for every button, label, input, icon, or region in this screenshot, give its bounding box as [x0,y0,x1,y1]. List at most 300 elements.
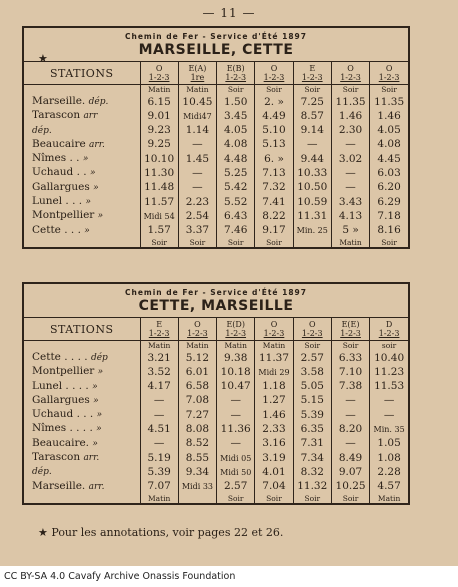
station-label: Lunel . . . [32,195,83,208]
time-of-day-row [24,341,408,352]
station-label: Marseille. [32,95,86,107]
time-cell: 3.16 [255,437,293,451]
time-cell: 7.25 [293,95,331,109]
table-row [24,451,408,465]
time-cell: 7.04 [255,480,293,494]
time-cell: 6.01 [178,365,216,379]
time-cell: 6.20 [370,181,408,195]
time-cell: 4.48 [217,152,255,166]
time-cell: 9.34 [178,465,216,479]
station-suffix: dép. [32,125,52,136]
time-of-day-label: Soir [331,341,369,352]
train-classes: 1-2-3 [263,329,285,338]
station-label: Montpellier [32,209,95,222]
time-cell: 5.39 [293,408,331,422]
time-cell: 2.23 [178,195,216,209]
time-cell: 2.57 [217,480,255,494]
time-cell: 2.54 [178,209,216,223]
table-title: CETTE, MARSEILLE [138,298,294,314]
stations-header: STATIONS [24,62,140,85]
station-name [24,480,140,494]
table-subtitle: Chemin de Fer - Service d'Été 1897 [124,288,307,297]
time-cell: 8.49 [331,451,369,465]
train-column-header [293,62,331,85]
station-name [24,95,140,109]
schedule-table [24,318,408,503]
time-cell: 7.07 [140,480,178,494]
time-cell: 1.46 [370,109,408,123]
table-title: MARSEILLE, CETTE [138,42,294,58]
time-cell: 5.19 [140,451,178,465]
time-cell: 3.52 [140,365,178,379]
time-cell: 4.51 [140,422,178,436]
time-cell: 10.10 [140,152,178,166]
time-cell: 1.45 [178,152,216,166]
time-cell: 8.22 [255,209,293,223]
star-icon: ★ [38,52,48,65]
time-cell: 1.46 [331,109,369,123]
station-label: Beaucaire. [32,436,90,449]
train-classes: 1re [190,73,205,82]
time-cell: 3.58 [293,365,331,379]
time-cell: 5.42 [217,181,255,195]
time-cell: 7.27 [178,408,216,422]
time-cell: — [331,166,369,180]
footer-row [24,238,408,247]
train-column-header [293,318,331,341]
station-name [24,351,140,365]
train-column-header [370,62,408,85]
train-column-header [140,318,178,341]
time-cell: — [217,408,255,422]
time-cell: 6.29 [370,195,408,209]
train-code: E [309,64,316,73]
station-suffix: » [96,424,102,435]
train-code: O [270,320,278,329]
time-cell: 9.17 [255,224,293,238]
station-name [24,195,140,209]
station-name [24,437,140,451]
table-row [24,380,408,394]
time-of-day-footer: Soir [331,494,369,503]
time-cell: 2.30 [331,124,369,138]
time-cell: Min. 35 [370,422,408,436]
table-row [24,437,408,451]
time-cell: 11.48 [140,181,178,195]
time-cell: 4.17 [140,380,178,394]
train-code: O [347,64,354,73]
train-code: D [385,320,393,329]
table-row [24,351,408,365]
time-cell: 4.08 [370,138,408,152]
time-cell: — [370,408,408,422]
time-cell: — [140,394,178,408]
station-suffix: » [92,381,98,392]
time-of-day-footer: Soir [255,494,293,503]
station-name [24,152,140,166]
time-cell: 1.18 [255,380,293,394]
train-column-header [140,62,178,85]
train-classes: 1-2-3 [378,329,400,338]
time-cell: 7.08 [178,394,216,408]
table-row [24,365,408,379]
time-cell: 1.27 [255,394,293,408]
train-code: O [385,64,393,73]
station-label: Montpellier [32,365,95,378]
station-name [24,380,140,394]
time-of-day-footer: Matin [140,494,178,503]
time-cell: 8.57 [293,109,331,123]
time-cell: 1.46 [255,408,293,422]
time-cell: 5.13 [255,138,293,152]
time-cell: 9.01 [140,109,178,123]
time-cell: 5.25 [217,166,255,180]
time-cell: 8.16 [370,224,408,238]
time-cell: 11.32 [293,480,331,494]
time-cell: 8.52 [178,437,216,451]
time-cell: 7.38 [331,380,369,394]
time-cell: 4.45 [370,152,408,166]
time-cell: 4.49 [255,109,293,123]
schedule-table [24,62,408,247]
time-cell: 6.43 [217,209,255,223]
station-label: Marseille. [32,479,86,492]
time-cell: 1.14 [178,124,216,138]
column-header-row [24,62,408,85]
train-code: O [155,64,163,73]
station-name [24,365,140,379]
train-code: E [156,320,163,329]
time-cell: 9.14 [293,124,331,138]
station-name [24,124,140,138]
time-cell: 8.20 [331,422,369,436]
footer-row [24,494,408,503]
table-row [24,408,408,422]
train-classes: 1-2-3 [301,73,323,82]
train-column-header [217,62,255,85]
table-row [24,181,408,195]
train-classes: 1-2-3 [378,73,400,82]
time-cell: 10.25 [331,480,369,494]
station-suffix: » [93,395,99,406]
station-name [24,181,140,195]
time-cell: 5.10 [255,124,293,138]
time-of-day-footer: Soir [140,238,178,247]
time-cell: 11.57 [140,195,178,209]
time-cell: Midi 50 [217,465,255,479]
train-classes: 1-2-3 [187,329,208,338]
station-label: Cette . . . . [32,351,88,363]
time-cell: 4.08 [217,138,255,152]
station-label: Cette . . . [32,223,81,236]
time-of-day-footer: Soir [293,494,331,503]
time-of-day-label: Soir [255,85,293,96]
table-header [24,28,408,62]
time-of-day-label: Soir [293,85,331,96]
table-row [24,138,408,152]
time-cell: 5.05 [293,380,331,394]
time-cell: — [217,394,255,408]
station-label: Nîmes . . [32,152,80,165]
time-cell: 4.05 [370,124,408,138]
train-classes: 1-2-3 [340,329,361,338]
time-cell: 9.25 [140,138,178,152]
time-of-day-label: Matin [255,341,293,352]
station-name [24,224,140,238]
time-of-day-footer [293,238,331,247]
time-cell: — [140,408,178,422]
time-cell: 2.33 [255,422,293,436]
timetable-marseille-cette [22,26,410,249]
time-cell: 6. » [255,152,293,166]
time-cell: 5 » [331,224,369,238]
table-row [24,152,408,166]
time-cell: — [140,437,178,451]
time-cell: Midi 05 [217,451,255,465]
time-of-day-footer: Soir [370,238,408,247]
time-of-day-label: Matin [178,85,216,96]
station-name [24,394,140,408]
table-row [24,394,408,408]
units-spacer [24,85,140,96]
time-cell: — [331,138,369,152]
time-of-day-row [24,85,408,96]
time-cell: — [293,138,331,152]
time-of-day-label: Matin [140,341,178,352]
units-spacer [24,341,140,352]
time-of-day-label: Matin [178,341,216,352]
time-cell: 4.05 [217,124,255,138]
station-suffix: » [97,367,104,378]
time-cell: 2.28 [370,465,408,479]
train-classes: 1-2-3 [301,329,323,338]
footer-spacer [24,494,140,503]
station-suffix: arr. [89,139,105,150]
train-code: O [270,64,278,73]
station-label: Tarascon [32,451,81,464]
time-cell: — [178,181,216,195]
time-cell: 9.38 [217,351,255,365]
time-cell: 7.46 [217,224,255,238]
station-suffix: » [85,197,91,208]
table-row [24,166,408,180]
stations-header: STATIONS [24,318,140,341]
column-header-row [24,318,408,341]
station-name [24,138,140,152]
time-cell: 8.32 [293,465,331,479]
time-cell: 10.18 [217,365,255,379]
time-cell: 11.23 [370,365,408,379]
time-cell: Midi 33 [178,480,216,494]
table-row [24,465,408,479]
time-of-day-footer: Matin [331,238,369,247]
table-row [24,109,408,123]
time-cell: 4.57 [370,480,408,494]
table-row [24,124,408,138]
table-subtitle: Chemin de Fer - Service d'Été 1897 [124,32,307,41]
train-column-header [331,62,369,85]
time-cell: 1.50 [217,95,255,109]
station-suffix: arr. [83,453,100,464]
time-cell: 7.34 [293,451,331,465]
train-code: E(B) [226,64,245,73]
train-column-header [178,318,216,341]
time-cell: 7.10 [331,365,369,379]
time-cell: 6.35 [293,422,331,436]
time-of-day-footer: Soir [217,238,255,247]
time-cell: 3.21 [140,351,178,365]
table-header [24,284,408,318]
time-cell: 11.53 [370,380,408,394]
station-name [24,109,140,123]
footer-spacer [24,238,140,247]
time-cell: — [331,437,369,451]
time-cell: 9.07 [331,465,369,479]
train-code: E(E) [341,320,360,329]
station-suffix: dép. [88,97,109,107]
time-cell: 8.55 [178,451,216,465]
station-name [24,209,140,223]
time-of-day-label: Matin [217,341,255,352]
train-classes: 1-2-3 [148,329,170,338]
time-cell: 4.13 [331,209,369,223]
station-suffix: arr [83,111,98,122]
station-label: Uchaud . . . [32,408,94,421]
time-cell: 6.15 [140,95,178,109]
time-cell: 10.50 [293,181,331,195]
time-cell: 11.35 [370,95,408,109]
table-row [24,224,408,238]
time-cell: — [178,138,216,152]
time-cell: 10.47 [217,380,255,394]
train-classes: 1-2-3 [340,73,361,82]
time-cell: 5.15 [293,394,331,408]
time-cell: 10.40 [370,351,408,365]
time-cell: — [217,437,255,451]
station-name [24,422,140,436]
time-cell: Midi 29 [255,365,293,379]
time-cell: 11.35 [331,95,369,109]
station-label: Gallargues [32,180,90,193]
time-cell: Midi47 [178,109,216,123]
time-cell: 10.59 [293,195,331,209]
station-label: Lunel . . . . [32,379,89,392]
station-label: Uchaud . . [32,166,87,179]
time-cell: 4.01 [255,465,293,479]
train-column-header [255,318,293,341]
time-cell: 3.19 [255,451,293,465]
time-cell: 6.33 [331,351,369,365]
station-suffix: » [93,182,99,193]
time-cell: 7.32 [255,181,293,195]
time-of-day-label: Soir [370,85,408,96]
time-cell: 5.12 [178,351,216,365]
time-cell: 6.58 [178,380,216,394]
time-cell: 7.41 [255,195,293,209]
time-of-day-footer [178,494,216,503]
time-cell: 1.05 [370,437,408,451]
table-row [24,95,408,109]
station-suffix: arr. [88,481,105,492]
station-suffix: » [89,168,96,179]
station-label: Beaucaire [32,137,86,150]
train-code: E(A) [188,64,207,73]
time-cell: 2. » [255,95,293,109]
train-classes: 1-2-3 [263,73,285,82]
station-name [24,451,140,465]
table-row [24,209,408,223]
time-of-day-footer: Soir [217,494,255,503]
time-of-day-label: soir [370,341,408,352]
time-of-day-footer: Soir [255,238,293,247]
time-cell: — [331,394,369,408]
time-cell: 5.39 [140,465,178,479]
train-column-header [217,318,255,341]
time-cell: 3.02 [331,152,369,166]
timetable-cette-marseille [22,282,410,505]
page-number: — 11 — [202,6,256,20]
station-name [24,166,140,180]
time-cell: 10.45 [178,95,216,109]
station-suffix: dép [90,353,108,363]
station-suffix: » [84,225,90,236]
time-cell: 7.31 [293,437,331,451]
time-cell: 11.37 [255,351,293,365]
annotations-note: ★ Pour les annotations, voir pages 22 et 26. [38,526,284,539]
station-label: Gallargues [32,393,90,406]
time-cell: — [331,408,369,422]
time-of-day-label: Matin [140,85,178,96]
station-suffix: » [82,154,89,165]
station-label: Nîmes . . . . [32,422,93,435]
time-cell: 9.23 [140,124,178,138]
time-of-day-label: Soir [217,85,255,96]
time-cell: 3.45 [217,109,255,123]
license-caption: CC BY-SA 4.0 Cavafy Archive Onassis Foundation [0,566,458,587]
time-cell: 1.57 [140,224,178,238]
train-classes: 1-2-3 [225,329,247,338]
train-classes: 1-2-3 [148,73,170,82]
station-suffix: » [97,211,104,222]
time-cell: 8.08 [178,422,216,436]
time-cell: 3.37 [178,224,216,238]
table-row [24,480,408,494]
time-of-day-label: Soir [293,341,331,352]
time-cell: — [178,166,216,180]
time-cell: 10.33 [293,166,331,180]
station-name [24,465,140,479]
time-cell: 6.03 [370,166,408,180]
time-cell: 5.52 [217,195,255,209]
table-row [24,195,408,209]
time-cell: 11.31 [293,209,331,223]
time-cell: Min. 25 [293,224,331,238]
time-cell: 2.57 [293,351,331,365]
train-column-header [331,318,369,341]
train-column-header [370,318,408,341]
time-cell: 11.30 [140,166,178,180]
train-column-header [255,62,293,85]
station-label: Tarascon [32,109,81,122]
time-cell: 1.08 [370,451,408,465]
train-column-header [178,62,216,85]
table-row [24,422,408,436]
time-of-day-footer: Matin [370,494,408,503]
train-code: E(D) [226,320,245,329]
station-suffix: dép. [32,467,52,478]
station-name [24,408,140,422]
time-cell: 11.36 [217,422,255,436]
